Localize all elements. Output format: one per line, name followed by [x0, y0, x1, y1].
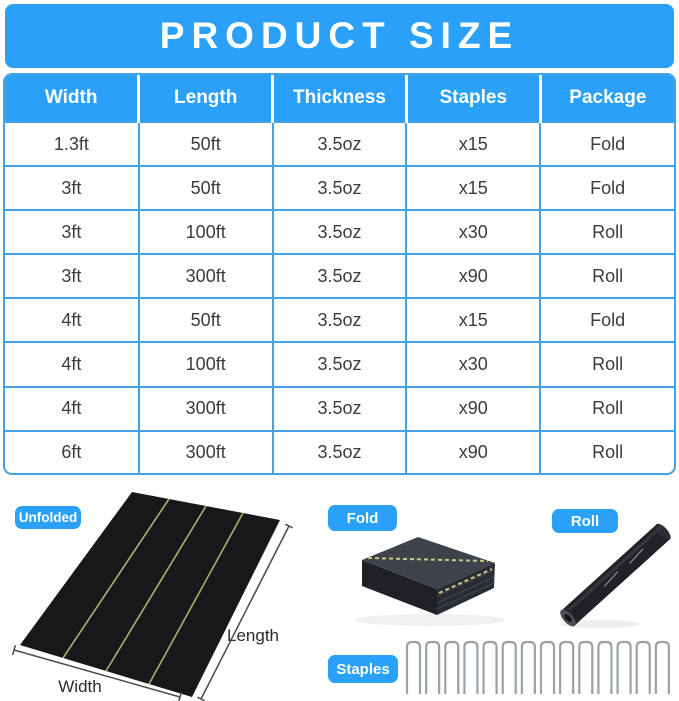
staple-row [407, 642, 669, 694]
table-cell: 4ft [5, 342, 139, 386]
staple-icon [598, 642, 611, 694]
table-cell: 300ft [139, 387, 273, 431]
table-cell: 3.5oz [273, 166, 407, 210]
table-cell: Fold [540, 166, 674, 210]
staple-icon [637, 642, 650, 694]
size-table-container [3, 73, 676, 475]
table-cell: Roll [540, 254, 674, 298]
table-cell: 6ft [5, 431, 139, 473]
staple-icon [426, 642, 439, 694]
staple-icon [464, 642, 477, 694]
table-cell: 3.5oz [273, 387, 407, 431]
unfolded-label-badge [15, 506, 81, 529]
staple-icon [618, 642, 631, 694]
table-row [5, 254, 674, 298]
staple-icon [656, 642, 669, 694]
staple-icon [560, 642, 573, 694]
staples-label-badge [328, 655, 398, 683]
table-header-row [5, 75, 674, 122]
table-cell: 3ft [5, 166, 139, 210]
table-cell: x90 [406, 431, 540, 473]
table-row [5, 210, 674, 254]
column-header-staples: Staples [406, 75, 540, 122]
roll-body [561, 525, 669, 626]
product-size-banner [5, 4, 674, 68]
staples-label-text: Staples [336, 660, 390, 678]
table-row [5, 431, 674, 473]
table-cell: 3.5oz [273, 431, 407, 473]
table-cell: x15 [406, 122, 540, 166]
staple-icon [522, 642, 535, 694]
table-row [5, 342, 674, 386]
table-cell: Roll [540, 210, 674, 254]
table-cell: 3.5oz [273, 210, 407, 254]
table-cell: 300ft [139, 431, 273, 473]
folded-fabric-image [338, 528, 523, 628]
table-cell: x15 [406, 298, 540, 342]
staples-image [405, 636, 677, 700]
page-title: PRODUCT SIZE [159, 15, 520, 56]
staple-icon [503, 642, 516, 694]
table-cell: Fold [540, 298, 674, 342]
staple-icon [484, 642, 497, 694]
staple-icon [541, 642, 554, 694]
width-label: Width [58, 677, 102, 696]
staple-icon [445, 642, 458, 694]
fold-label-text: Fold [346, 509, 379, 527]
roll-label-text: Roll [570, 512, 600, 530]
table-cell: Fold [540, 122, 674, 166]
size-table [5, 75, 674, 473]
column-header-length: Length [139, 75, 273, 122]
table-cell: Roll [540, 387, 674, 431]
table-row [5, 387, 674, 431]
length-label: Length [227, 626, 279, 645]
table-cell: 100ft [139, 342, 273, 386]
fold-label-badge [328, 505, 397, 531]
column-header-package: Package [540, 75, 674, 122]
table-cell: 3.5oz [273, 342, 407, 386]
staple-icon [579, 642, 592, 694]
table-cell: 1.3ft [5, 122, 139, 166]
column-header-width: Width [5, 75, 139, 122]
table-cell: 50ft [139, 166, 273, 210]
table-cell: Roll [540, 342, 674, 386]
table-cell: x90 [406, 254, 540, 298]
table-cell: x15 [406, 166, 540, 210]
table-cell: x30 [406, 210, 540, 254]
table-cell: x30 [406, 342, 540, 386]
table-cell: 4ft [5, 298, 139, 342]
column-header-thickness: Thickness [273, 75, 407, 122]
table-cell: 3.5oz [273, 122, 407, 166]
table-cell: 4ft [5, 387, 139, 431]
staple-icon [407, 642, 420, 694]
roll-label-badge [552, 509, 618, 533]
table-cell: 3.5oz [273, 254, 407, 298]
table-cell: 100ft [139, 210, 273, 254]
table-row [5, 166, 674, 210]
table-cell: 50ft [139, 122, 273, 166]
table-cell: 50ft [139, 298, 273, 342]
table-cell: Roll [540, 431, 674, 473]
table-cell: 3ft [5, 254, 139, 298]
table-cell: x90 [406, 387, 540, 431]
table-row [5, 298, 674, 342]
table-row [5, 122, 674, 166]
table-cell: 3ft [5, 210, 139, 254]
unfolded-label-text: Unfolded [18, 510, 78, 525]
table-cell: 300ft [139, 254, 273, 298]
table-cell: 3.5oz [273, 298, 407, 342]
